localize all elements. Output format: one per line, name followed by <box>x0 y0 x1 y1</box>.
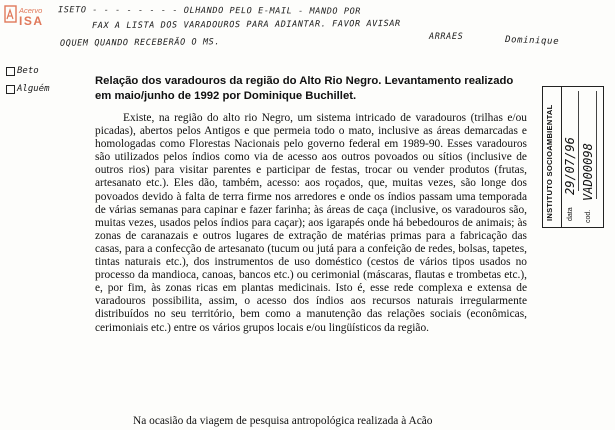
handwritten-arraes: ARRAES <box>429 32 464 42</box>
handwritten-checklist <box>6 66 50 102</box>
stamp-rule <box>596 91 597 199</box>
stamp-data-label: data <box>567 207 574 221</box>
handwritten-note-line3: OQUEM QUANDO RECEBERÃO O MS. <box>59 37 221 49</box>
handwritten-note-line1: ISETO - - - - - - - - OLHANDO PELO E-MAIL - MANDO POR <box>57 5 362 17</box>
svg-text:ISA: ISA <box>19 14 44 28</box>
stamp-cod-label: cod. <box>585 209 592 223</box>
acervo-isa-watermark <box>4 4 50 28</box>
checklist-item: Alguém <box>6 84 50 94</box>
document-title: Relação dos varadouros da região do Alto Rio Negro. Levantamento realizado em maio/junho de 1992 por Dominique Buchillet. <box>95 75 514 102</box>
checkbox-icon <box>6 67 15 76</box>
stamp-cod-value: VAD00098 <box>581 143 595 201</box>
isa-logo-icon <box>4 4 50 28</box>
archive-stamp <box>542 86 604 228</box>
stamp-data-value: 29/07/96 <box>563 137 577 195</box>
handwritten-note-line2: FAX A LISTA DOS VARADOUROS PARA ADIANTAR. FAVOR AVISAR <box>91 18 401 32</box>
stamp-rule <box>578 91 579 191</box>
stamp-institution: INSTITUTO SOCIOAMBIENTAL <box>541 87 562 227</box>
document-paragraph: Existe, na região do alto rio Negro, um sistema intricado de varadouros (trilhas e/ou picadas), abertos pelos Antigos e que permeia todo o mato, inclusive as áreas demarcadas e homologadas como Florestas Nacionais pelo governo federal em 1989-90. Esses varadouros são utilizados pelos índios como via de acesso aos outros povoados ou sítios (inclusive de outros rios) para visitar parentes e participar de festas, trocar ou vender produtos (frutas, artesanato etc.). Eles dão, também, acesso: aos roçados, que, muitas vezes, são longe dos povoados devido à falta de terra firme nos arredores e onde os índios passam uma temporada de várias semanas para capinar e fazer farinha; às áreas de caça (inclusive, os varadouros são, muitas vezes, usados pelos índios para caçar); aos igarapés onde há bebedouros de animais; às zonas de caranazais e outros lugares de extração de matérias primas para a fabricação das casas, para a confecção de artesanato (tucum ou jutá para a confeição de redes, bolsas, tapetes, tintas naturais etc.), dos instrumentos de uso doméstico (cestos de vários tipos usados no processo da mandioca, canoas, bancos etc.) ou cerimonial (máscaras, flautas e trombetas etc.), e, por fim, às zonas ricas em plantas medicinais. Isto é, esse rede complexa e extensa de varadouros possibilita, assim, o acesso dos índios aos recursos naturais irregularmente distribuídos no seu território, bem como a manutenção das relações sociais (econômicas, cerimoniais etc.) entre os vários grupos locais e/ou lingüísticos da região. <box>95 112 527 334</box>
document-paragraph-continued: Na ocasião da viagem de pesquisa antropológica realizada à Acão <box>133 415 433 427</box>
checklist-item: Beto <box>6 66 50 76</box>
handwritten-signature: Dominique <box>504 35 560 47</box>
checkbox-icon <box>6 85 15 94</box>
svg-text:Acervo: Acervo <box>19 6 43 15</box>
